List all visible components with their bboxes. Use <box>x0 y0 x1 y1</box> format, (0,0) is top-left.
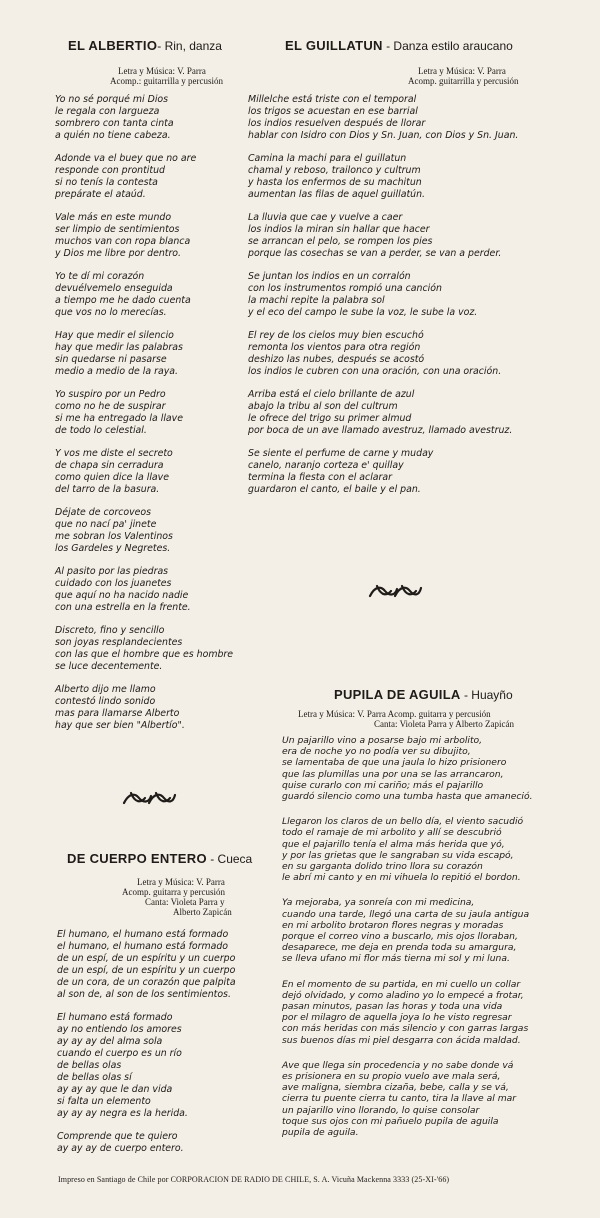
lyric-line: mas para llamarse Alberto <box>55 708 180 719</box>
lyric-line: un pajarillo vino llorando, lo quise consolar <box>282 1104 480 1116</box>
lyric-line: Vale más en este mundo <box>55 212 172 223</box>
credit-line: Letra y Música: V. Parra <box>137 877 225 887</box>
lyric-line: que vos no lo merecías. <box>55 307 167 318</box>
printer-imprint: Impreso en Santiago de Chile por CORPORACION DE RADIO DE CHILE, S. A. Vicuña Mackenna 3333 (25-XI-'66) <box>58 1175 450 1184</box>
lyric-line: que el pajarillo tenía el alma más herida que yó, <box>282 838 505 850</box>
credit-line: Letra y Música: V. Parra <box>118 66 206 76</box>
song-credits <box>298 709 592 729</box>
lyric-line: es prisionera en su propio vuelo ave mala será, <box>282 1071 501 1083</box>
lyric-line: contestó lindo sonido <box>55 696 156 707</box>
lyric-line: Y vos me diste el secreto <box>55 448 173 459</box>
lyric-line: la machi repite la palabra sol <box>248 295 385 306</box>
song-lyrics <box>55 94 270 732</box>
lyric-line: sombrero con tanta cinta <box>55 118 174 129</box>
lyric-line: ay ay ay del alma sola <box>57 1036 163 1047</box>
lyric-line: como quien dice la llave <box>55 472 169 483</box>
lyric-line: le abrí mi canto y en mi vihuela lo repitió el bordon. <box>282 872 521 884</box>
stanza <box>55 153 270 201</box>
lyric-line: era de noche yo no podía ver su dibujito, <box>282 746 471 758</box>
song-el-guillatun <box>248 38 588 507</box>
lyric-line: desaparece, me deja en prenda toda su amargura, <box>282 942 517 954</box>
lyric-line: me sobran los Valentinos <box>55 531 173 542</box>
lyric-line: se lamentaba de que una jaula lo hizo prisionero <box>282 757 507 769</box>
lyric-line: Se juntan los indios en un corralón <box>248 271 411 282</box>
stanza <box>55 625 270 673</box>
lyric-line: hay que ser bien "Albertío". <box>55 720 185 731</box>
lyric-line: a tiempo me he dado cuenta <box>55 295 191 306</box>
lyric-line: cuidado con los juanetes <box>55 578 172 589</box>
lyric-line: guardaron el canto, el baile y el pan. <box>248 484 421 495</box>
lyric-line: quise curarlo con mi cariño; más el pajarillo <box>282 779 484 791</box>
lyric-line: porque las cosechas se van a perder, se van a perder. <box>248 248 502 259</box>
lyric-line: y por las grietas que le sangraban su vida escapó, <box>282 849 514 861</box>
stanza <box>55 507 270 555</box>
credit-line: Acomp. guitarrilla y percusión <box>408 76 519 86</box>
lyric-line: de un espí, de un espíritu y un cuerpo <box>57 965 236 976</box>
song-title: DE CUERPO ENTERO - Cueca <box>67 851 253 866</box>
lyric-line: se lleva ufano mi flor más tierna mi sol y mi luna. <box>282 953 510 965</box>
lyric-line: Se siente el perfume de carne y muday <box>248 448 434 459</box>
song-subtitle: - Huayño <box>460 688 513 702</box>
stanza <box>55 448 270 496</box>
lyric-line: todo el ramaje de mi arbolito y allí se descubrió <box>282 827 502 839</box>
song-subtitle: - Cueca <box>206 852 253 866</box>
lyric-line: Millelche está triste con el temporal <box>248 94 417 105</box>
lyric-line: muchos van con ropa blanca <box>55 236 191 247</box>
stanza <box>55 566 270 614</box>
lyric-line: son joyas resplandecientes <box>55 637 183 648</box>
lyric-line: pasan minutos, pasan las horas y toda una vida <box>282 1001 503 1013</box>
song-lyrics <box>248 94 588 496</box>
stanza <box>57 1012 287 1120</box>
song-subtitle: - Danza estilo araucano <box>382 39 513 53</box>
lyric-line: Ya mejoraba, ya sonreía con mi medicina, <box>282 897 475 909</box>
song-el-albertio <box>55 38 270 743</box>
stanza <box>57 929 287 1001</box>
lyric-line: ay no entiendo los amores <box>57 1024 182 1035</box>
lyric-line: a quién no tiene cabeza. <box>55 130 171 141</box>
lyric-line: canelo, naranjo corteza e' quillay <box>248 460 404 471</box>
song-title: PUPILA DE AGUILA - Huayño <box>334 687 513 702</box>
lyric-line: que no nací pa' jinete <box>55 519 157 530</box>
stanza <box>248 153 588 201</box>
lyric-line: y hasta los enfermos de su machitun <box>248 177 422 188</box>
lyric-line: remonta los vientos para otra región <box>248 342 421 353</box>
lyric-line: si me ha entregado la llave <box>55 413 183 424</box>
lyric-line: porque el correo vino a buscarlo, mis ojos lloraban, <box>282 931 518 943</box>
stanza <box>55 271 270 319</box>
lyric-line: de bellas olas sí <box>57 1072 132 1083</box>
stanza <box>248 271 588 319</box>
lyric-line: en mi arbolito brotaron flores negras y moradas <box>282 919 504 931</box>
lyric-line: de un cora, de un corazón que palpita <box>57 977 236 988</box>
lyric-line: devuélvemelo enseguida <box>55 283 173 294</box>
lyric-line: se arrancan el pelo, se rompen los pies <box>248 236 433 247</box>
lyric-line: ay ay ay negra es la herida. <box>57 1108 188 1119</box>
lyric-line: con más heridas con más silencio y con garras largas <box>282 1023 529 1035</box>
lyric-line: Déjate de corcoveos <box>55 507 152 518</box>
lyric-line: por el milagro de aquella joya lo he visto regresar <box>282 1012 512 1024</box>
credit-line: Letra y Música: V. Parra Acomp. guitarra y percusión <box>298 709 491 719</box>
lyric-line: Llegaron los claros de un bello día, el viento sacudió <box>282 816 524 828</box>
lyric-line: chamal y reboso, trailonco y cultrum <box>248 165 421 176</box>
scroll-ornament-icon <box>367 583 423 599</box>
stanza <box>55 212 270 260</box>
stanza <box>55 94 270 142</box>
lyric-line: cuando el cuerpo es un río <box>57 1048 182 1059</box>
lyric-line: hablar con Isidro con Dios y Sn. Juan, con Dios y Sn. Juan. <box>248 130 519 141</box>
scroll-ornament-icon <box>121 790 177 806</box>
lyric-line: Arriba está el cielo brillante de azul <box>248 389 415 400</box>
lyric-line: si no tenís la contesta <box>55 177 158 188</box>
lyric-line: ay ay ay que le dan vida <box>57 1084 173 1095</box>
lyric-line: se luce decentemente. <box>55 661 163 672</box>
lyric-line: medio a medio de la raya. <box>55 366 178 377</box>
lyric-line: Adonde va el buey que no are <box>55 153 197 164</box>
lyric-line: los trigos se acuestan en ese barrial <box>248 106 418 117</box>
lyric-line: termina la fiesta con el aclarar <box>248 472 393 483</box>
lyric-line: sus buenos días mi piel desgarra con ácida maldad. <box>282 1034 521 1046</box>
lyric-line: si falta un elemento <box>57 1096 151 1107</box>
lyric-line: Comprende que te quiero <box>57 1131 178 1142</box>
stanza <box>282 1060 592 1138</box>
song-title: EL ALBERTIO- Rin, danza <box>68 38 222 53</box>
stanza <box>248 212 588 260</box>
lyric-line: de bellas olas <box>57 1060 122 1071</box>
lyric-line: responde con prontitud <box>55 165 165 176</box>
stanza <box>55 389 270 437</box>
lyric-line: Un pajarillo vino a posarse bajo mi arbolito, <box>282 735 483 746</box>
lyric-line: de chapa sin cerradura <box>55 460 164 471</box>
lyric-line: toque sus ojos con mi pañuelo pupila de aguila <box>282 1115 499 1127</box>
lyric-line: abajo la tribu al son del cultrum <box>248 401 398 412</box>
lyric-line: hay que medir las palabras <box>55 342 183 353</box>
lyric-line: que aquí no ha nacido nadie <box>55 590 189 601</box>
lyric-line: con una estrella en la frente. <box>55 602 191 613</box>
lyric-line: prepárate el ataúd. <box>55 189 146 200</box>
lyric-line: Yo te dí mi corazón <box>55 271 145 282</box>
lyric-line: como no he de suspirar <box>55 401 166 412</box>
lyric-line: El humano está formado <box>57 1012 173 1023</box>
lyric-line: le regala con largueza <box>55 106 160 117</box>
lyric-line: La lluvia que cae y vuelve a caer <box>248 212 403 223</box>
lyric-line: con las que el hombre que es hombre <box>55 649 234 660</box>
lyric-line: guardó silencio como una tumba hasta que amaneció. <box>282 791 533 803</box>
lyric-line: Camina la machi para el guillatun <box>248 153 407 164</box>
song-subtitle: - Rin, danza <box>157 39 222 53</box>
lyric-line: deshizo las nubes, después se acostó <box>248 354 425 365</box>
lyric-line: de todo lo celestial. <box>55 425 147 436</box>
lyric-line: los indios le cubren con una oración, con una oración. <box>248 366 502 377</box>
lyric-line: El rey de los cielos muy bien escuchó <box>248 330 424 341</box>
lyric-line: y el eco del campo le sube la voz, le sube la voz. <box>248 307 478 318</box>
stanza <box>248 389 588 437</box>
lyric-line: al son de, al son de los sentimientos. <box>57 989 231 1000</box>
lyric-line: ay ay ay de cuerpo entero. <box>57 1143 184 1154</box>
stanza <box>55 684 270 732</box>
lyric-line: aumentan las filas de aquel guillatún. <box>248 189 426 200</box>
lyric-line: con los instrumentos rompió una canción <box>248 283 442 294</box>
lyric-line: El humano, el humano está formado <box>57 929 229 940</box>
stanza <box>248 94 588 142</box>
lyric-line: los indios resuelven después de llorar <box>248 118 426 129</box>
lyric-line: cuando una tarde, llegó una carta de su jaula antigua <box>282 908 530 920</box>
lyric-line: dejó olvidado, y como aladino yo lo empecé a frotar, <box>282 989 524 1001</box>
lyric-line: los indios la miran sin hallar que hacer <box>248 224 430 235</box>
lyric-line: y Dios me libre por dentro. <box>55 248 182 259</box>
song-de-cuerpo-entero <box>57 851 287 1166</box>
lyric-line: del tarro de la basura. <box>55 484 160 495</box>
lyric-line: le ofrece del trigo su primer almud <box>248 413 412 424</box>
lyric-line: Ave que llega sin procedencia y no sabe donde vá <box>282 1059 514 1071</box>
song-lyrics <box>57 929 287 1155</box>
credit-line: Letra y Música: V. Parra <box>418 66 506 76</box>
lyric-line: Al pasito por las piedras <box>55 566 169 577</box>
lyric-line: sin quedarse ni pasarse <box>55 354 167 365</box>
lyric-line: Discreto, fino y sencillo <box>55 625 165 636</box>
lyric-line: pupila de aguila. <box>282 1127 359 1139</box>
song-lyrics <box>282 735 592 1138</box>
stanza <box>282 816 592 883</box>
lyric-line: En el momento de su partida, en mi cuello un collar <box>282 978 521 990</box>
song-pupila-de-aguila <box>282 687 592 1152</box>
lyric-line: el humano, el humano está formado <box>57 941 229 952</box>
song-credits <box>408 66 588 86</box>
lyric-line: Hay que medir el silencio <box>55 330 174 341</box>
stanza <box>282 735 592 802</box>
lyric-line: ave maligna, siembra cizaña, bebe, calla y se vá, <box>282 1082 509 1094</box>
stanza <box>55 330 270 378</box>
lyric-line: ser limpio de sentimientos <box>55 224 180 235</box>
lyric-line: de un espí, de un espíritu y un cuerpo <box>57 953 236 964</box>
credit-line: Canta: Violeta Parra y Alberto Zapicán <box>374 719 514 729</box>
credit-line: Acomp. guitarra y percusión <box>122 887 225 897</box>
song-credits <box>110 66 270 86</box>
stanza <box>57 1131 287 1155</box>
lyric-line: los Gardeles y Negretes. <box>55 543 171 554</box>
credit-line: Alberto Zapicán <box>173 907 232 917</box>
stanza <box>282 979 592 1046</box>
lyric-line: cierra tu puente cierra tu canto, tira la llave al mar <box>282 1093 517 1105</box>
song-credits <box>122 877 287 917</box>
song-title: EL GUILLATUN - Danza estilo araucano <box>285 38 513 53</box>
stanza <box>248 330 588 378</box>
lyric-line: Alberto dijo me llamo <box>55 684 156 695</box>
credit-line: Canta: Violeta Parra y <box>145 897 225 907</box>
lyric-line: que las plumillas una por una se las arrancaron, <box>282 768 504 780</box>
lyric-line: Yo no sé porqué mi Dios <box>55 94 169 105</box>
stanza <box>282 897 592 964</box>
credit-line: Acomp.: guitarrilla y percusión <box>110 76 223 86</box>
lyric-line: Yo suspiro por un Pedro <box>55 389 166 400</box>
stanza <box>248 448 588 496</box>
lyric-line: por boca de un ave llamado avestruz, llamado avestruz. <box>248 425 513 436</box>
lyric-line: en su garganta dolido trino llora su corazón <box>282 861 483 873</box>
